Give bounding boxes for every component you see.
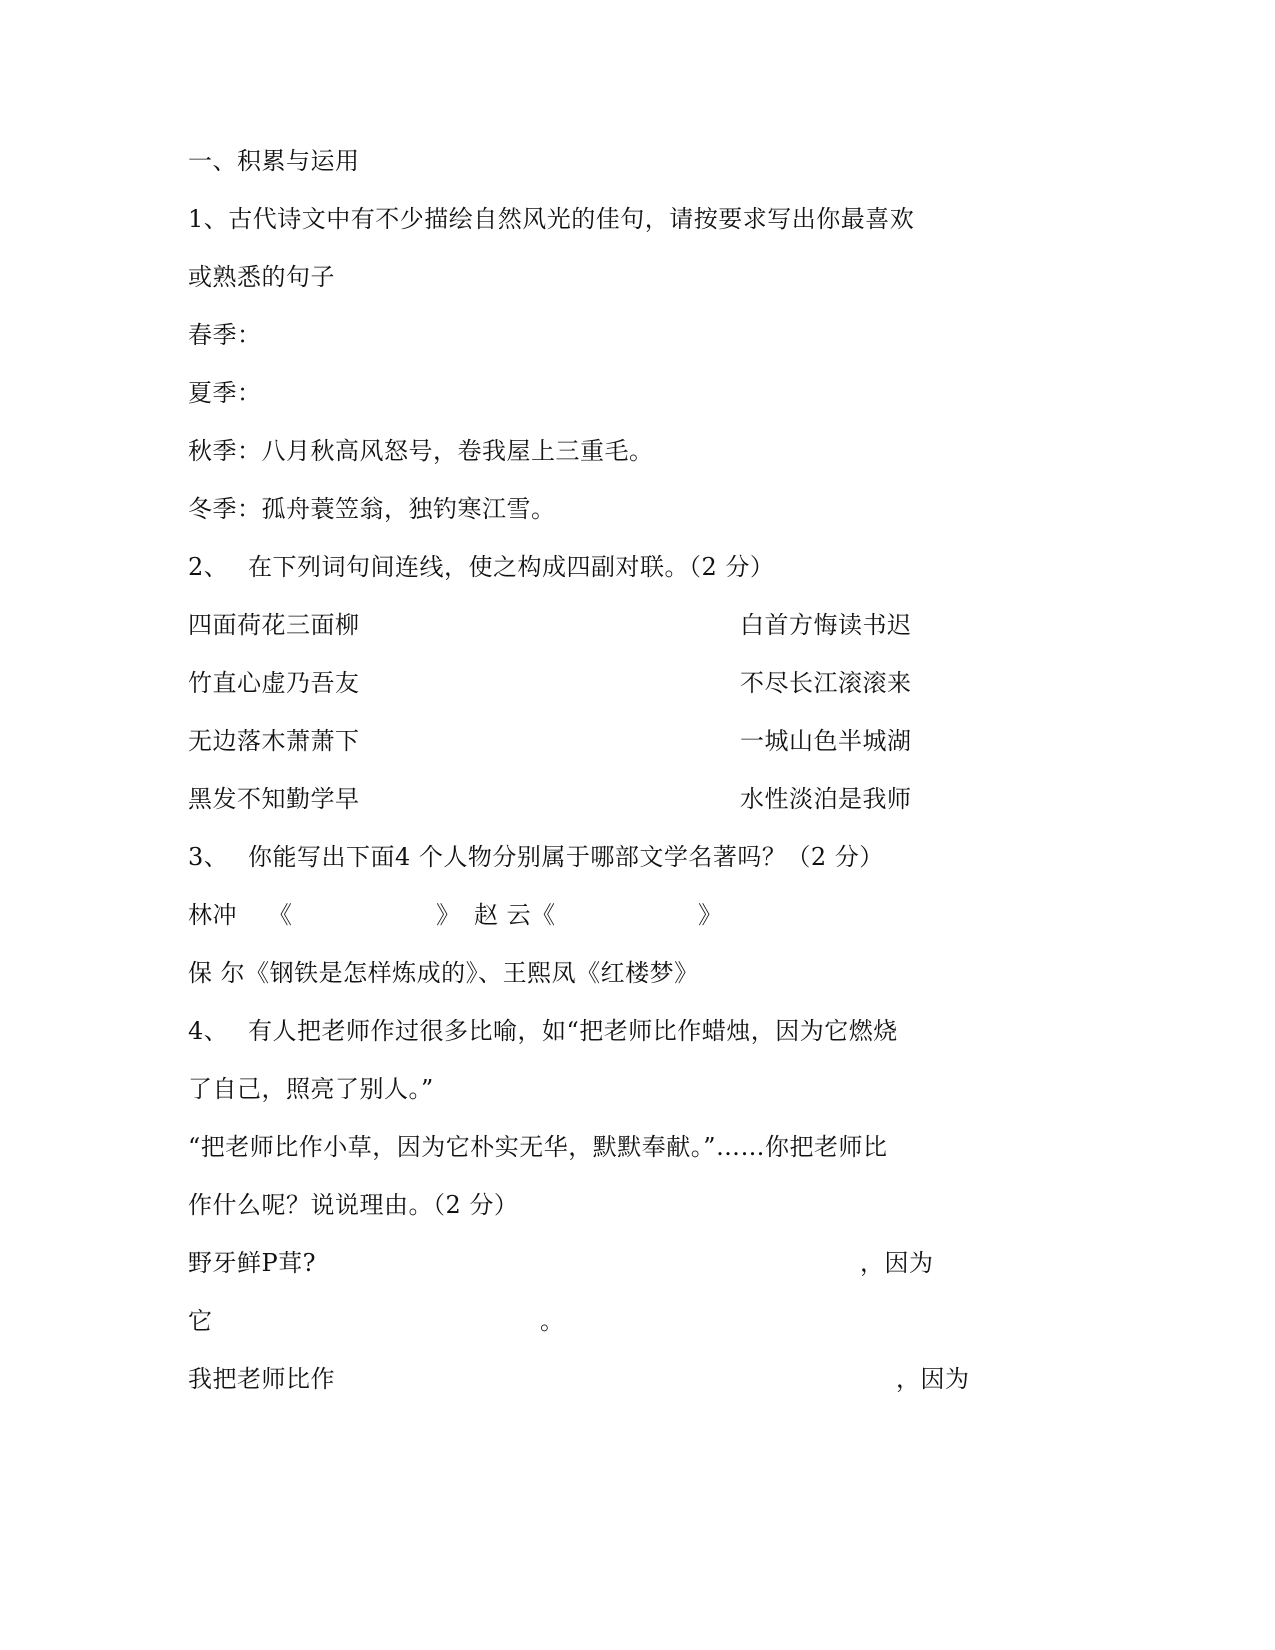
q4-answer-line2 bbox=[188, 1306, 565, 1336]
q4-question bbox=[188, 1016, 898, 1046]
answer3-start: 我把老师比作 bbox=[188, 1365, 335, 1393]
q1-line2: 或熟悉的句子 bbox=[188, 263, 335, 291]
q4-line4: 作什么呢？说说理由。（2 分） bbox=[188, 1191, 519, 1219]
couplet-row bbox=[188, 610, 912, 640]
q1-winter: 冬季：孤舟蓑笠翁，独钓寒江雪。 bbox=[188, 495, 556, 523]
q3-question bbox=[188, 842, 884, 872]
q2-number: 2、 bbox=[188, 553, 229, 581]
q3-text: 你能写出下面4 个人物分别属于哪部文学名著吗？（2 分） bbox=[248, 843, 884, 871]
lin-chong-label: 林冲 bbox=[188, 901, 237, 929]
q4-answer-line3 bbox=[188, 1364, 970, 1394]
book-open-bracket: 《 bbox=[268, 901, 293, 929]
q3-answer-line bbox=[188, 900, 723, 930]
couplet-right: 白首方悔读书迟 bbox=[740, 611, 912, 639]
couplet-left: 黑发不知勤学早 bbox=[188, 785, 360, 813]
q1-spring: 春季： bbox=[188, 321, 262, 349]
q1-autumn: 秋季：八月秋高风怒号，卷我屋上三重毛。 bbox=[188, 437, 654, 465]
answer2-start: 它 bbox=[188, 1307, 213, 1335]
answer2-end: 。 bbox=[540, 1307, 565, 1335]
q2-question bbox=[188, 552, 775, 582]
couplet-row bbox=[188, 668, 912, 698]
q1-line1: 1、古代诗文中有不少描绘自然风光的佳句，请按要求写出你最喜欢 bbox=[188, 205, 915, 233]
couplet-right: 一城山色半城湖 bbox=[740, 727, 912, 755]
zhao-yun-label: 赵 云《 bbox=[474, 901, 556, 929]
q3-line3: 保 尔《钢铁是怎样炼成的》、王熙凤《红楼梦》 bbox=[188, 959, 699, 987]
q1-summer: 夏季： bbox=[188, 379, 262, 407]
book-close-bracket: 》 bbox=[436, 901, 461, 929]
couplet-row bbox=[188, 726, 912, 756]
q4-line2: 了自己，照亮了别人。” bbox=[188, 1075, 434, 1103]
q4-line3: “把老师比作小草，因为它朴实无华，默默奉献。”……你把老师比 bbox=[188, 1133, 888, 1161]
answer1-start: 野牙鲜P茸? bbox=[188, 1249, 317, 1277]
couplet-left: 无边落木萧萧下 bbox=[188, 727, 360, 755]
couplet-left: 竹直心虚乃吾友 bbox=[188, 669, 360, 697]
q4-answer-line1 bbox=[188, 1248, 934, 1278]
q4-line1: 有人把老师作过很多比喻，如“把老师比作蜡烛，因为它燃烧 bbox=[248, 1017, 898, 1045]
answer3-end: ，因为 bbox=[896, 1365, 970, 1393]
couplet-left: 四面荷花三面柳 bbox=[188, 611, 360, 639]
couplet-right: 不尽长江滚滚来 bbox=[740, 669, 912, 697]
couplet-right: 水性淡泊是我师 bbox=[740, 785, 912, 813]
q4-number: 4、 bbox=[188, 1017, 229, 1045]
couplet-row bbox=[188, 784, 912, 814]
book-close-bracket: 》 bbox=[698, 901, 723, 929]
answer1-end: ，因为 bbox=[860, 1249, 934, 1277]
section-title: 一、积累与运用 bbox=[188, 147, 360, 175]
q3-number: 3、 bbox=[188, 843, 229, 871]
q2-text: 在下列词句间连线，使之构成四副对联。（2 分） bbox=[248, 553, 775, 581]
